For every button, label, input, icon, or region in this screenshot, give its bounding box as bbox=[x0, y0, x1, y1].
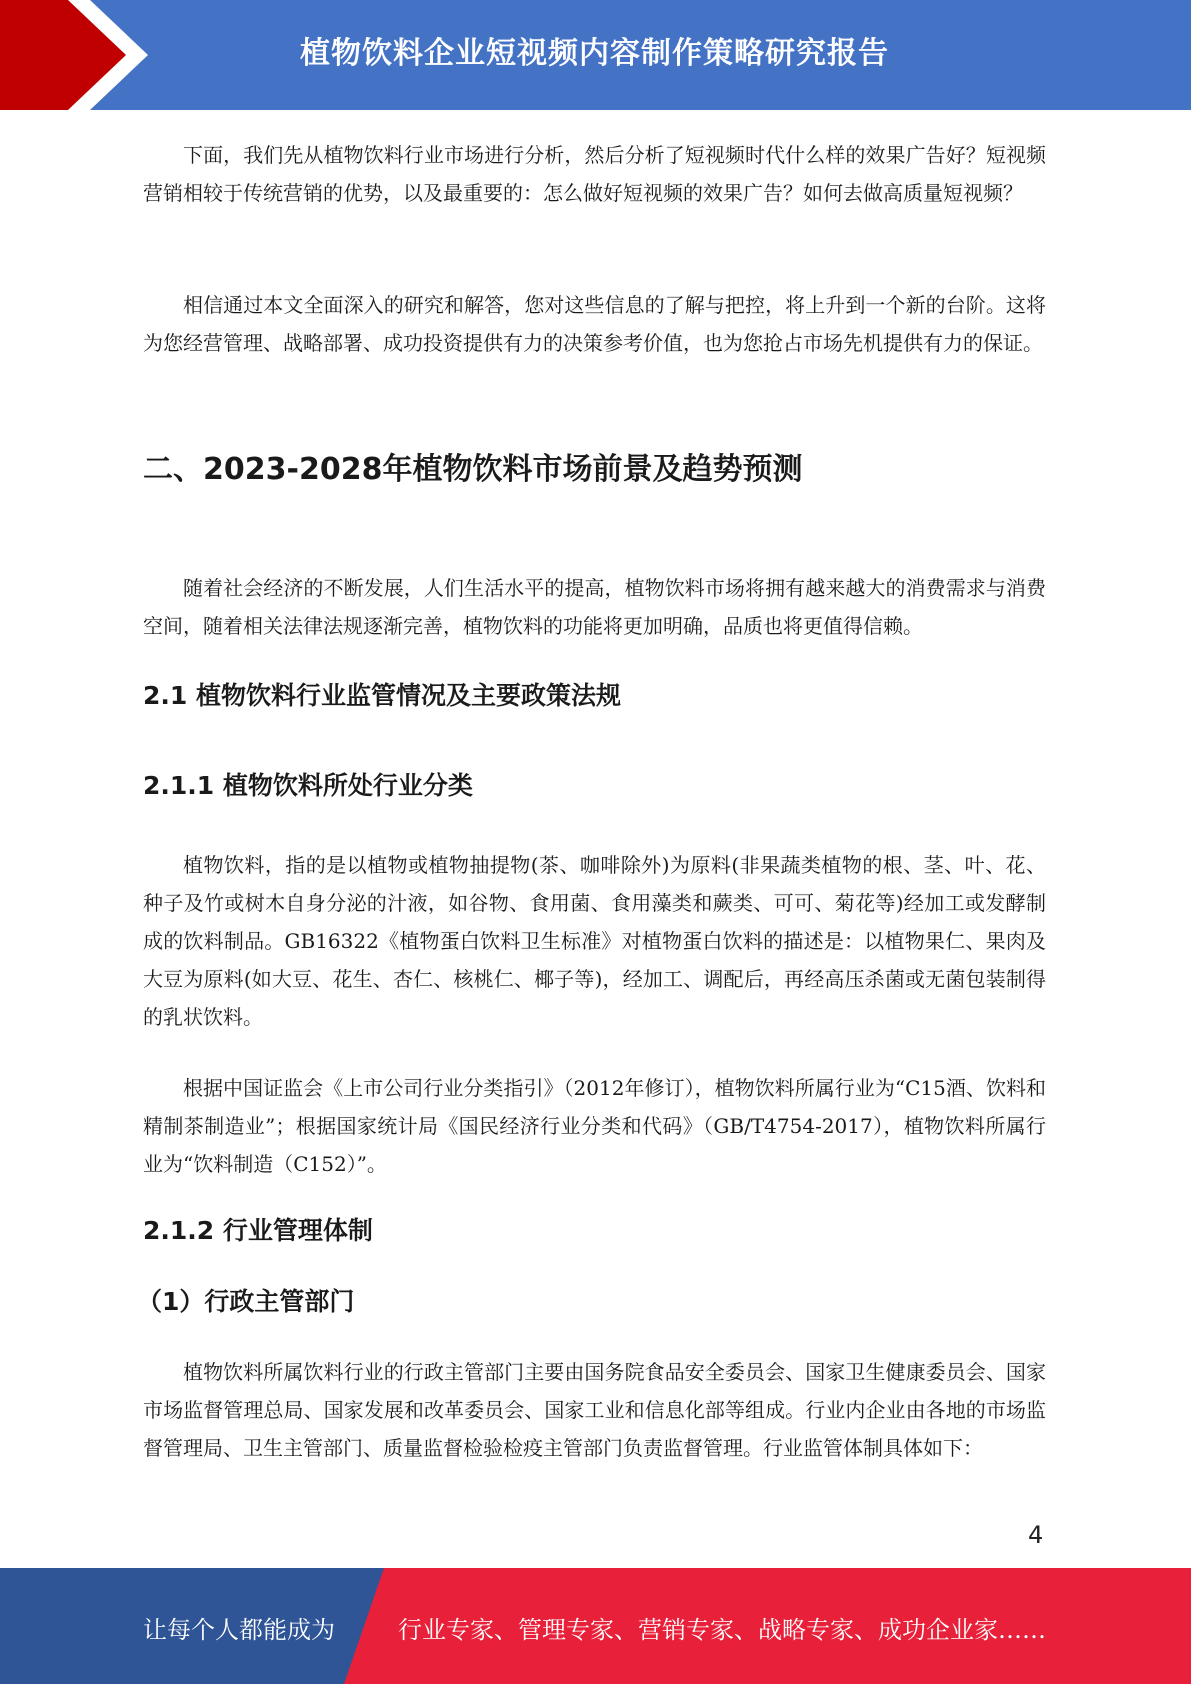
subsection-heading-2-1-1: 2.1.1 植物饮料所处行业分类 bbox=[143, 771, 473, 800]
paragraph-value: 相信通过本文全面深入的研究和解答，您对这些信息的了解与把控，将上升到一个新的台阶。这将为您经营管理、战略部署、成功投资提供有力的决策参考价值，也为您抢占市场先机提供有力的保证。 bbox=[143, 293, 1046, 355]
paragraph-regulators: 植物饮料所属饮料行业的行政主管部门主要由国务院食品安全委员会、国家卫生健康委员会、国家市场监督管理总局、国家发展和改革委员会、国家工业和信息化部等组成。行业内企业由各地的市场监督管理局、卫生主管部门、质量监督检验检疫主管部门负责监督管理。行业监管体制具体如下： bbox=[143, 1360, 1046, 1460]
section-heading: 二、2023-2028年植物饮料市场前景及趋势预测 bbox=[143, 452, 803, 487]
paragraph-outlook: 随着社会经济的不断发展，人们生活水平的提高，植物饮料市场将拥有越来越大的消费需求与消费空间，随着相关法律法规逐渐完善，植物饮料的功能将更加明确，品质也将更值得信赖。 bbox=[143, 576, 1046, 638]
header-banner bbox=[0, 0, 1191, 110]
footer-slogan-right: 行业专家、管理专家、营销专家、战略专家、成功企业家…… bbox=[398, 1616, 1046, 1644]
paragraph-classification: 根据中国证监会《上市公司行业分类指引》（2012年修订），植物饮料所属行业为“C15酒、饮料和精制茶制造业”；根据国家统计局《国民经济行业分类和代码》（GB/T4754-2017），植物饮料所属行业为“饮料制造（C152）”。 bbox=[143, 1076, 1046, 1176]
paragraph-definition: 植物饮料，指的是以植物或植物抽提物(茶、咖啡除外)为原料(非果蔬类植物的根、茎、叶、花、种子及竹或树木自身分泌的汁液，如谷物、食用菌、食用藻类和蕨类、可可、菊花等)经加工或发酵制成的饮料制品。GB16322《植物蛋白饮料卫生标准》对植物蛋白饮料的描述是：以植物果仁、果肉及大豆为原料(如大豆、花生、杏仁、核桃仁、椰子等)，经加工、调配后，再经高压杀菌或无菌包装制得的乳状饮料。 bbox=[143, 853, 1046, 1029]
header-title: 植物饮料企业短视频内容制作策略研究报告 bbox=[300, 36, 889, 71]
subsection-heading-2-1-2: 2.1.2 行业管理体制 bbox=[143, 1216, 373, 1245]
subsection-heading-2-1: 2.1 植物饮料行业监管情况及主要政策法规 bbox=[143, 681, 621, 710]
footer-slogan-left: 让每个人都能成为 bbox=[143, 1616, 335, 1644]
footer-banner bbox=[0, 1568, 1191, 1684]
page-number: 4 bbox=[1028, 1521, 1044, 1549]
subsection-heading-admin: （1）行政主管部门 bbox=[137, 1287, 355, 1316]
paragraph-intro: 下面，我们先从植物饮料行业市场进行分析，然后分析了短视频时代什么样的效果广告好？短视频营销相较于传统营销的优势，以及最重要的：怎么做好短视频的效果广告？如何去做高质量短视频？ bbox=[143, 143, 1046, 205]
